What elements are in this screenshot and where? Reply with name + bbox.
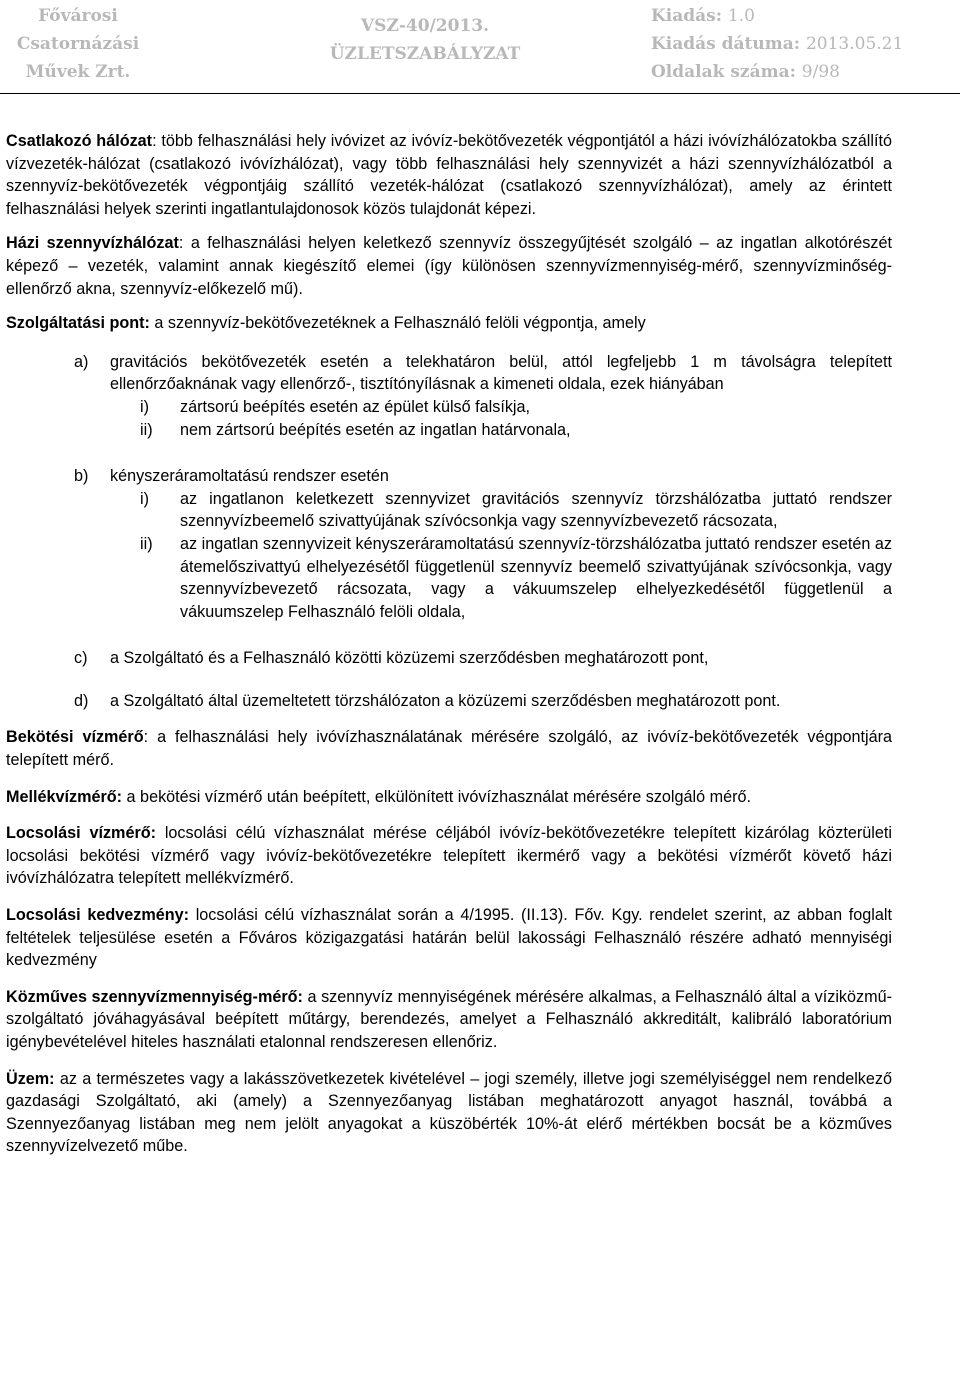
page-count: Oldalak száma: 9/98 [651, 62, 840, 82]
list-item-d [6, 690, 892, 713]
list-subitem-b-ii [6, 533, 892, 623]
header-divider [0, 93, 960, 94]
list-text: az ingatlan szennyvizeit kényszeráramoltatású szennyvíz-törzshálózatba juttató rendszer esetén az átemelőszivattyú elhelyezésétől függetlenül szennyvíz beemelő szivattyújának szívócsonkja, vagy szennyvízbevezető rácsozata, vagy a vákuumszelep elhelyezkedésétől függetlenül a vákuumszelep Felhasználó felöli oldala, [180, 534, 892, 621]
list-subitem-a-ii [6, 419, 892, 442]
term: Locsolási kedvezmény: [6, 906, 190, 925]
list-item-b [6, 465, 892, 488]
definition-text: locsolási célú vízhasználat mérése céljából ivóvíz-bekötővezetékre telepített kizárólag közterületi locsolási bekötési vízmérő vagy ivóvíz-bekötővezetékre telepített ikermérő vagy a bekötési vízmérőt követő házi ivóvízhálózatra telepített mellékvízmérő. [6, 824, 892, 888]
list-text: zártsorú beépítés esetén az épület külső falsíkja, [180, 397, 531, 416]
definition-text: az a természetes vagy a lakásszövetkezetek kivételével – jogi személy, illetve jogi személyiséggel nem rendelkező gazdasági Szolgáltató, aki (amely) a Szennyezőanyag listában meghatározott anyagot használ, továbbá a Szennyezőanyag listában meg nem jelölt anyagokat a küszöbérték 10%-át elérő mértékben bocsát be a közműves szennyvízelvezető műbe. [6, 1069, 892, 1156]
org-name-line-2: Csatornázási [16, 34, 140, 54]
definition-uzem [6, 1068, 892, 1158]
document-header [0, 0, 960, 92]
term: Locsolási vízmérő: [6, 824, 157, 843]
list-item-c [6, 647, 892, 670]
definition-text: a szennyvíz mennyiségének mérésére alkalmas, a Felhasználó által a víziközmű-szolgáltató jóváhagyásával beépített műtárgy, berendezés, amelyet a Felhasználó akkreditált, kalibráló laboratórium igénybevételével hiteles használati etalonnal rendszeresen ellenőriz. [6, 987, 892, 1051]
definition-text: : a felhasználási hely ivóvízhasználatának mérésére szolgáló, az ivóvíz-bekötővezeték végpontjára telepített mérő. [6, 728, 892, 770]
definition-text: : a felhasználási helyen keletkező szennyvíz összegyűjtését szolgáló – az ingatlan alkotórészét képező – vezeték, valamint annak kiegészítő elemei (így különösen szennyvízmennyiség-mérő, szennyvízminőség-ellenőrző akna, szennyvíz-előkezelő mű). [6, 234, 892, 298]
term: Csatlakozó hálózat [6, 132, 153, 150]
doc-code: VSZ-40/2013. [360, 16, 490, 36]
list-text: kényszeráramoltatású rendszer esetén [110, 467, 389, 486]
definition-text: a bekötési vízmérő után beépített, elkülönített ivóvízhasználat mérésére szolgáló mérő. [122, 787, 752, 806]
list-text: nem zártsorú beépítés esetén az ingatlan határvonala, [180, 420, 571, 439]
definition-locsolasi-kedvezmeny [6, 904, 892, 972]
list-label: i) [140, 397, 149, 416]
list-text: az ingatlanon keletkezett szennyvizet gravitációs szennyvíz törzshálózatba juttató rendszer szennyvízbeemelő szivattyújának szívócsonkja vagy szennyvízbevezető rácsozata, [180, 489, 892, 531]
doc-title: ÜZLETSZABÁLYZAT [329, 44, 521, 64]
document-body [6, 130, 892, 1158]
definition-csatlakozo-halozat [6, 130, 892, 220]
definition-text: locsolási célú vízhasználat során a 4/1995. (II.13). Főv. Kgy. rendelet szerint, az abban foglalt feltételek teljesülése esetén a Főváros közigazgatási határán belül lakossági Felhasználó részére adható mennyiségi kedvezmény [6, 906, 892, 970]
list-label: ii) [140, 420, 153, 439]
definition-bekotesi-vizmero [6, 726, 892, 771]
definition-text: a szennyvíz-bekötővezetéknek a Felhasználó felöli végpontja, amely [149, 314, 646, 333]
term: Házi szennyvízhálózat [6, 234, 179, 253]
term: Mellékvízmérő: [6, 787, 123, 806]
list-label: c) [74, 649, 88, 668]
list-item-a [6, 351, 892, 396]
org-name-line-1: Fővárosi [38, 6, 118, 26]
term: Üzem: [6, 1069, 55, 1088]
edition-date: Kiadás dátuma: 2013.05.21 [651, 34, 904, 54]
definition-szolgaltatasi-pont [6, 312, 892, 335]
definition-hazi-szennyvizhalozat [6, 232, 892, 300]
list-text: a Szolgáltató és a Felhasználó közötti közüzemi szerződésben meghatározott pont, [110, 649, 709, 668]
list-subitem-b-i [6, 488, 892, 533]
definition-text: : több felhasználási hely ivóvizet az ivóvíz-bekötővezeték végpontjától a házi ivóvízhálózatokba szállító vízvezeték-hálózat (csatlakozó ivóvízhálózat), vagy több felhasználási hely szennyvizét a házi szennyvízhálózatból a szennyvíz-bekötővezeték végpontjáig szállító vezeték-hálózat (csatlakozó szennyvízhálózat), amely az érintett felhasználási helyek szerinti ingatlantulajdonosok közös tulajdonát képezi. [6, 132, 892, 218]
list-text: gravitációs bekötővezeték esetén a telekhatáron belül, attól legfeljebb 1 m távolságra telepített ellenőrzőaknának vagy ellenőrző-, tisztítónyílásnak a kimeneti oldala, ezek hiányában [110, 352, 892, 394]
list-label: i) [140, 489, 149, 508]
edition: Kiadás: 1.0 [651, 6, 755, 26]
list-subitem-a-i [6, 396, 892, 419]
list-label: a) [74, 352, 89, 371]
definition-mellekvizmero [6, 786, 892, 809]
list-label: ii) [140, 534, 153, 553]
definition-kozmuves-szennyvizmennyiseg-mero [6, 986, 892, 1054]
term: Szolgáltatási pont: [6, 314, 150, 333]
list-label: b) [74, 467, 89, 486]
list-text: a Szolgáltató által üzemeltetett törzshálózaton a közüzemi szerződésben meghatározott pont. [110, 691, 781, 710]
definition-locsolasi-vizmero [6, 822, 892, 890]
term: Közműves szennyvízmennyiség-mérő: [6, 987, 303, 1006]
list-label: d) [74, 691, 89, 710]
term: Bekötési vízmérő [6, 728, 144, 747]
org-name-line-3: Művek Zrt. [25, 62, 131, 82]
